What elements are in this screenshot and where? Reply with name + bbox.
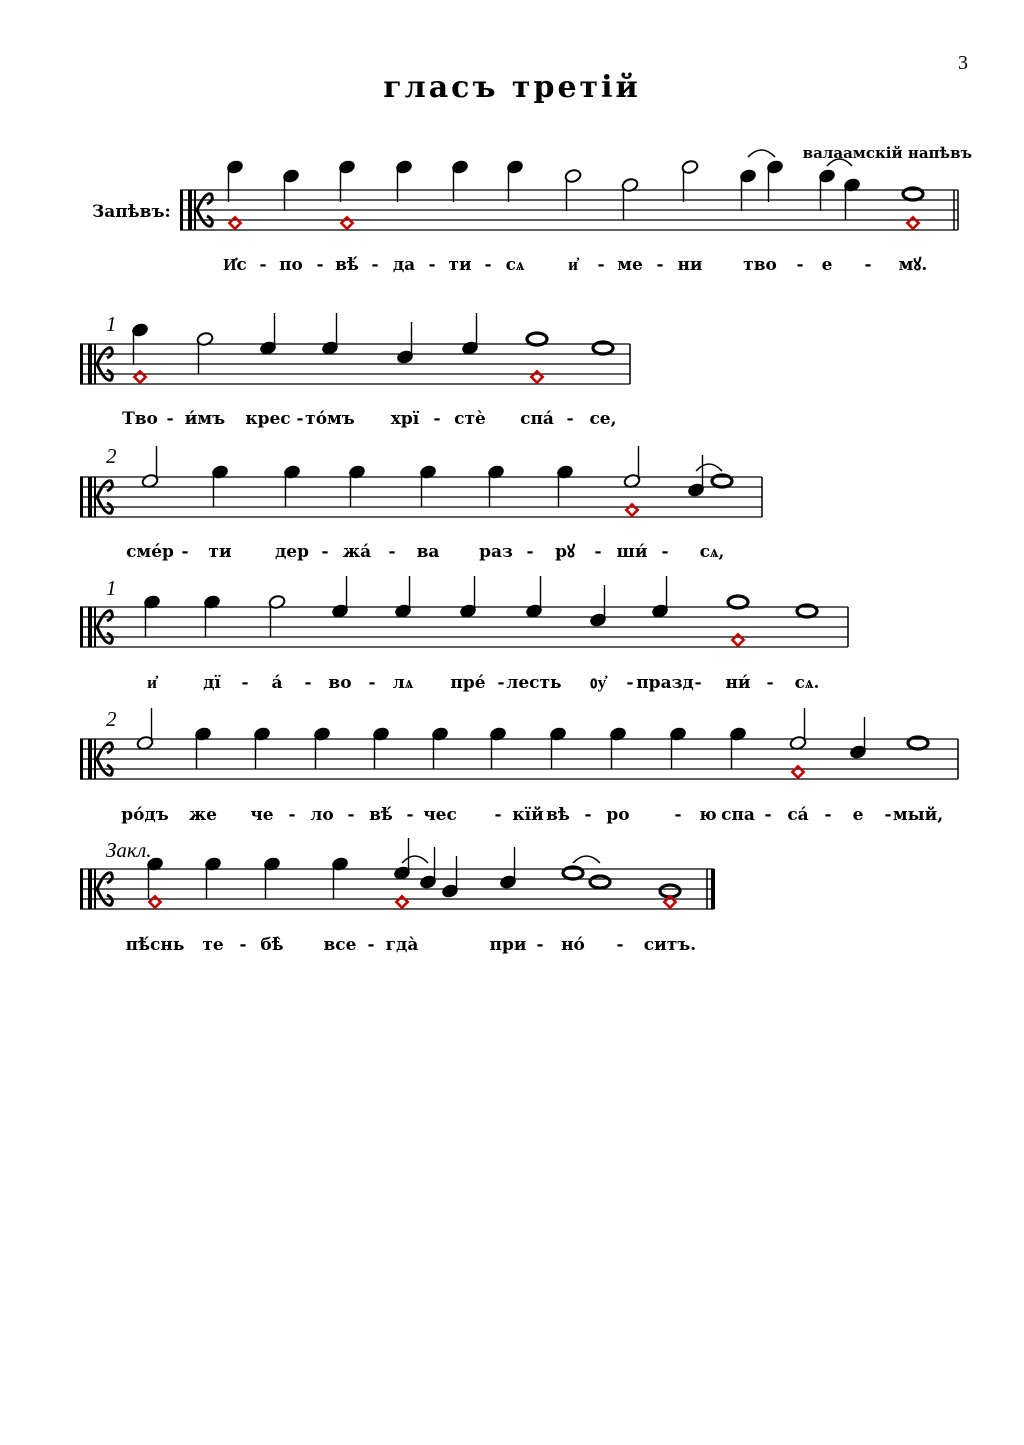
note (431, 726, 449, 769)
lyric-syllable: при (489, 935, 527, 955)
lyric-syllable: са́ (787, 805, 809, 825)
verse-label: Закл. (106, 838, 152, 862)
lyric-syllable: рꙋ (555, 542, 575, 562)
lyric-syllable: ти (448, 255, 472, 275)
note (549, 726, 567, 769)
staff-start-bar (80, 344, 83, 384)
lyric-hyphen: - (388, 542, 396, 562)
lyric-syllable: крес (245, 409, 291, 429)
note (396, 322, 414, 365)
lyric-syllable: дї (203, 673, 221, 693)
page-number: 3 (958, 52, 968, 74)
note (372, 726, 390, 769)
note (211, 464, 229, 507)
lyric-syllable: тво (743, 255, 777, 275)
chant-name: валаамскiй напѣвъ (802, 144, 972, 162)
stress-mark-icon (626, 504, 637, 515)
lyric-syllable: сѧ. (794, 673, 820, 693)
c-clef-icon (88, 869, 92, 909)
lyric-syllable: мꙋ. (898, 255, 928, 275)
lyric-hyphen: - (584, 805, 592, 825)
note (419, 464, 437, 507)
lyric-syllable: и҆ (147, 673, 157, 693)
lyric-syllable: ю (699, 805, 717, 825)
staff-start-bar (80, 607, 83, 647)
note (394, 576, 412, 619)
lyric-syllable: ни (677, 255, 703, 275)
lyric-syllable: стѐ (454, 409, 486, 429)
note (146, 856, 164, 907)
note (194, 726, 212, 769)
lyric-hyphen: - (694, 673, 702, 693)
c-clef-icon (88, 477, 92, 517)
lyric-hyphen: - (494, 805, 502, 825)
lyric-syllable: пѣ́снь (125, 935, 185, 955)
lyric-hyphen: - (368, 673, 376, 693)
lyric-hyphen: - (764, 805, 772, 825)
note (393, 838, 428, 908)
staff-start-bar (180, 190, 183, 230)
note (419, 847, 437, 890)
lyric-syllable: че (250, 805, 274, 825)
lyric-syllable: вѣ́ (335, 255, 359, 275)
note (766, 159, 784, 202)
note (623, 446, 641, 516)
lyric-syllable: все (323, 935, 357, 955)
lyric-syllable: вѣ (546, 805, 570, 825)
note (263, 856, 281, 899)
note (331, 856, 349, 899)
lyric-hyphen: - (594, 542, 602, 562)
stress-mark-icon (531, 371, 542, 382)
lyric-syllable: гда̀ (385, 935, 419, 955)
c-clef-icon (188, 190, 192, 230)
note (849, 717, 867, 760)
lyric-hyphen: - (406, 805, 414, 825)
c-clef-icon (94, 869, 96, 909)
final-barline (711, 869, 715, 909)
lyric-syllable: же (189, 805, 217, 825)
lyric-syllable: спа (721, 805, 755, 825)
lyric-syllable: е (852, 805, 864, 825)
lyric-syllable: хрї (390, 409, 420, 429)
c-clef-icon (94, 477, 96, 517)
slur (748, 150, 775, 157)
lyric-hyphen: - (241, 673, 249, 693)
note (669, 726, 687, 769)
note (143, 594, 161, 637)
note (313, 726, 331, 769)
lyric-hyphen: - (304, 673, 312, 693)
verse-label: 2 (106, 707, 117, 731)
lyric-syllable: И҆с (223, 255, 247, 275)
lyric-hyphen: - (884, 805, 892, 825)
lyric-syllable: те (202, 935, 224, 955)
lyric-syllable: ни́ (725, 673, 751, 693)
note (660, 885, 680, 908)
note (843, 177, 861, 220)
note (395, 159, 413, 202)
lyric-syllable: лѧ (392, 673, 414, 693)
note (136, 708, 154, 751)
verse-label: 1 (106, 576, 117, 600)
lyric-syllable: лесть (506, 673, 562, 693)
lyric-hyphen: - (321, 542, 329, 562)
lyric-hyphen: - (484, 255, 492, 275)
staff-system-5 (80, 707, 958, 825)
lyric-syllable: ме (617, 255, 643, 275)
stress-mark-icon (907, 217, 918, 228)
lyric-hyphen: - (661, 542, 669, 562)
note (459, 576, 477, 619)
lyric-syllable: кїй (512, 805, 544, 825)
stress-mark-icon (396, 896, 407, 907)
note (525, 576, 543, 619)
note (338, 159, 356, 228)
note (451, 159, 469, 202)
slur (402, 856, 428, 863)
lyric-syllable: раз (479, 542, 513, 562)
lyric-syllable: ти (208, 542, 232, 562)
lyric-hyphen: - (824, 805, 832, 825)
lyric-syllable: дер (274, 542, 310, 562)
lyric-hyphen: - (316, 255, 324, 275)
stress-mark-icon (341, 217, 352, 228)
lyric-syllable: и́мъ (184, 409, 226, 429)
page-title: гласъ третiй (383, 70, 641, 105)
lyric-hyphen: - (367, 935, 375, 955)
staff-start-bar (80, 477, 83, 517)
staff-system-1 (92, 150, 958, 275)
stress-mark-icon (792, 766, 803, 777)
lyric-syllable: празд (636, 673, 694, 693)
lyric-syllable: жа́ (342, 542, 372, 562)
note (141, 446, 159, 489)
whole-note-head (728, 596, 748, 608)
note (461, 313, 479, 356)
lyric-hyphen: - (296, 409, 304, 429)
note (589, 585, 607, 628)
lyric-syllable: мый, (892, 805, 944, 825)
note (226, 159, 244, 228)
lyric-syllable: спа́ (520, 409, 554, 429)
note (739, 150, 775, 211)
stress-mark-icon (134, 371, 145, 382)
lyric-hyphen: - (526, 542, 534, 562)
note (487, 464, 505, 507)
lyric-syllable: сѧ (505, 255, 525, 275)
note (253, 726, 271, 769)
note (789, 708, 807, 778)
c-clef-icon (94, 739, 96, 779)
note (283, 464, 301, 507)
staff-start-bar (80, 739, 83, 779)
whole-note-head (527, 333, 547, 345)
lyric-hyphen: - (656, 255, 664, 275)
note (196, 331, 214, 374)
lyric-syllable: смéр (126, 542, 174, 562)
note (621, 177, 639, 220)
lyric-hyphen: - (597, 255, 605, 275)
staff-start-bar (80, 869, 83, 909)
lyric-hyphen: - (796, 255, 804, 275)
stress-mark-icon (149, 896, 160, 907)
note (268, 594, 286, 637)
note (681, 159, 699, 202)
lyric-syllable: ло (310, 805, 334, 825)
staff-system-2 (80, 312, 630, 429)
note (204, 856, 222, 899)
c-clef-icon (88, 344, 92, 384)
note (348, 464, 366, 507)
lyric-syllable: то́мъ (305, 409, 355, 429)
note (506, 159, 524, 202)
lyric-hyphen: - (166, 409, 174, 429)
slur (827, 159, 852, 166)
note (441, 856, 459, 899)
note (321, 313, 339, 356)
c-clef-icon (88, 607, 92, 647)
lyric-syllable: ро́дъ (121, 805, 169, 825)
note (499, 847, 517, 890)
lyric-hyphen: - (239, 935, 247, 955)
note (651, 576, 669, 619)
lyric-hyphen: - (347, 805, 355, 825)
note (203, 594, 221, 637)
note (259, 313, 277, 356)
note (556, 464, 574, 507)
zapev-label: Запѣвъ: (92, 202, 171, 222)
lyric-hyphen: - (433, 409, 441, 429)
c-clef-icon (194, 190, 196, 230)
lyric-syllable: ᲂу҆ (589, 673, 607, 693)
lyric-syllable: да (392, 255, 416, 275)
lyric-syllable: а́ (271, 673, 283, 693)
slur (696, 464, 722, 471)
lyric-hyphen: - (259, 255, 267, 275)
lyric-syllable: бѣ̀ (260, 935, 284, 955)
lyric-hyphen: - (566, 409, 574, 429)
lyric-syllable: ва (416, 542, 440, 562)
lyric-hyphen: - (674, 805, 682, 825)
lyric-hyphen: - (371, 255, 379, 275)
lyric-hyphen: - (536, 935, 544, 955)
lyric-syllable: и҆ (568, 255, 578, 275)
lyric-hyphen: - (428, 255, 436, 275)
lyric-syllable: е (821, 255, 833, 275)
note (729, 726, 747, 769)
c-clef-icon (94, 607, 96, 647)
whole-note-head (590, 876, 610, 888)
stress-mark-icon (732, 634, 743, 645)
note (903, 188, 923, 229)
lyric-syllable: ро (606, 805, 630, 825)
lyric-syllable: чес (423, 805, 457, 825)
lyric-syllable: сѧ, (699, 542, 725, 562)
lyric-syllable: пре́ (450, 673, 486, 693)
lyric-syllable: но́ (561, 935, 585, 955)
lyric-syllable: по (279, 255, 303, 275)
lyric-hyphen: - (288, 805, 296, 825)
note (609, 726, 627, 769)
lyric-syllable: вѣ́ (369, 805, 393, 825)
note (331, 576, 349, 619)
lyric-hyphen: - (181, 542, 189, 562)
lyric-syllable: во (328, 673, 352, 693)
lyric-hyphen: - (626, 673, 634, 693)
lyric-hyphen: - (497, 673, 505, 693)
verse-label: 1 (106, 312, 117, 336)
staff-system-4 (80, 576, 848, 693)
lyric-syllable: Тво (122, 409, 158, 429)
staff-system-3 (80, 444, 762, 562)
staff-system-6 (80, 838, 715, 955)
stress-mark-icon (229, 217, 240, 228)
c-clef-icon (94, 344, 96, 384)
note (728, 596, 748, 646)
lyric-hyphen: - (864, 255, 872, 275)
c-clef-icon (88, 739, 92, 779)
note (489, 726, 507, 769)
slur (573, 856, 600, 863)
lyric-syllable: се, (589, 409, 617, 429)
lyric-hyphen: - (766, 673, 774, 693)
lyric-syllable: ши́ (616, 542, 648, 562)
note (590, 876, 610, 888)
lyric-syllable: ситъ. (643, 935, 697, 955)
note (527, 333, 547, 383)
lyric-hyphen: - (616, 935, 624, 955)
verse-label: 2 (106, 444, 117, 468)
